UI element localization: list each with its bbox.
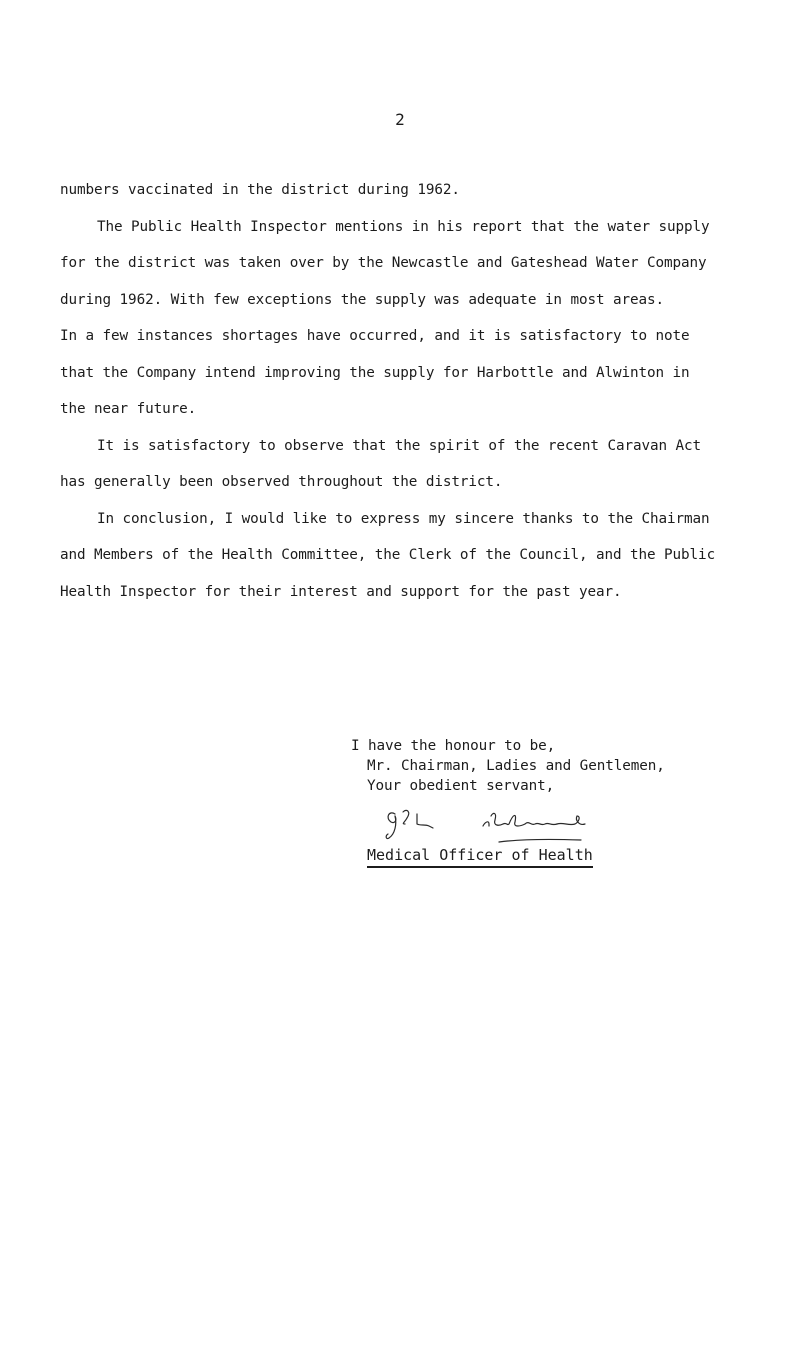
- text-line: that the Company intend improving the supply for Harbottle and Alwinton in: [60, 364, 690, 381]
- text-line: The Public Health Inspector mentions in his report that the water supply: [97, 218, 710, 235]
- closing-line: Your obedient servant,: [367, 778, 555, 794]
- text-line: during 1962. With few exceptions the supply was adequate in most areas.: [60, 291, 665, 308]
- text-line: In a few instances shortages have occurred, and it is satisfactory to note: [60, 328, 690, 344]
- text-line: numbers vaccinated in the district during 1962.: [60, 182, 460, 198]
- paragraph-caravan-act: [60, 428, 760, 501]
- handwritten-signature: [381, 804, 661, 846]
- closing-line: I have the honour to be,: [351, 738, 556, 754]
- text-line: and Members of the Health Committee, the Clerk of the Council, and the Public: [60, 547, 716, 563]
- closing-salutation: Mr. Chairman, Ladies and Gentlemen,: [367, 758, 665, 774]
- text-line: has generally been observed throughout the district.: [60, 474, 503, 490]
- paragraph-water-supply: [60, 209, 760, 428]
- text-line: Health Inspector for their interest and support for the past year.: [60, 583, 622, 600]
- text-line: It is satisfactory to observe that the spirit of the recent Caravan Act: [97, 437, 702, 454]
- page-number: 2: [395, 110, 405, 129]
- text-line: the near future.: [60, 401, 197, 417]
- body-text: [60, 172, 760, 610]
- signatory-title: Medical Officer of Health: [367, 845, 593, 868]
- paragraph-conclusion: [60, 501, 760, 611]
- closing-block: [351, 736, 665, 796]
- text-line: for the district was taken over by the Newcastle and Gateshead Water Company: [60, 255, 707, 271]
- paragraph-vaccination: [60, 172, 760, 209]
- text-line: In conclusion, I would like to express my sincere thanks to the Chairman: [97, 510, 710, 527]
